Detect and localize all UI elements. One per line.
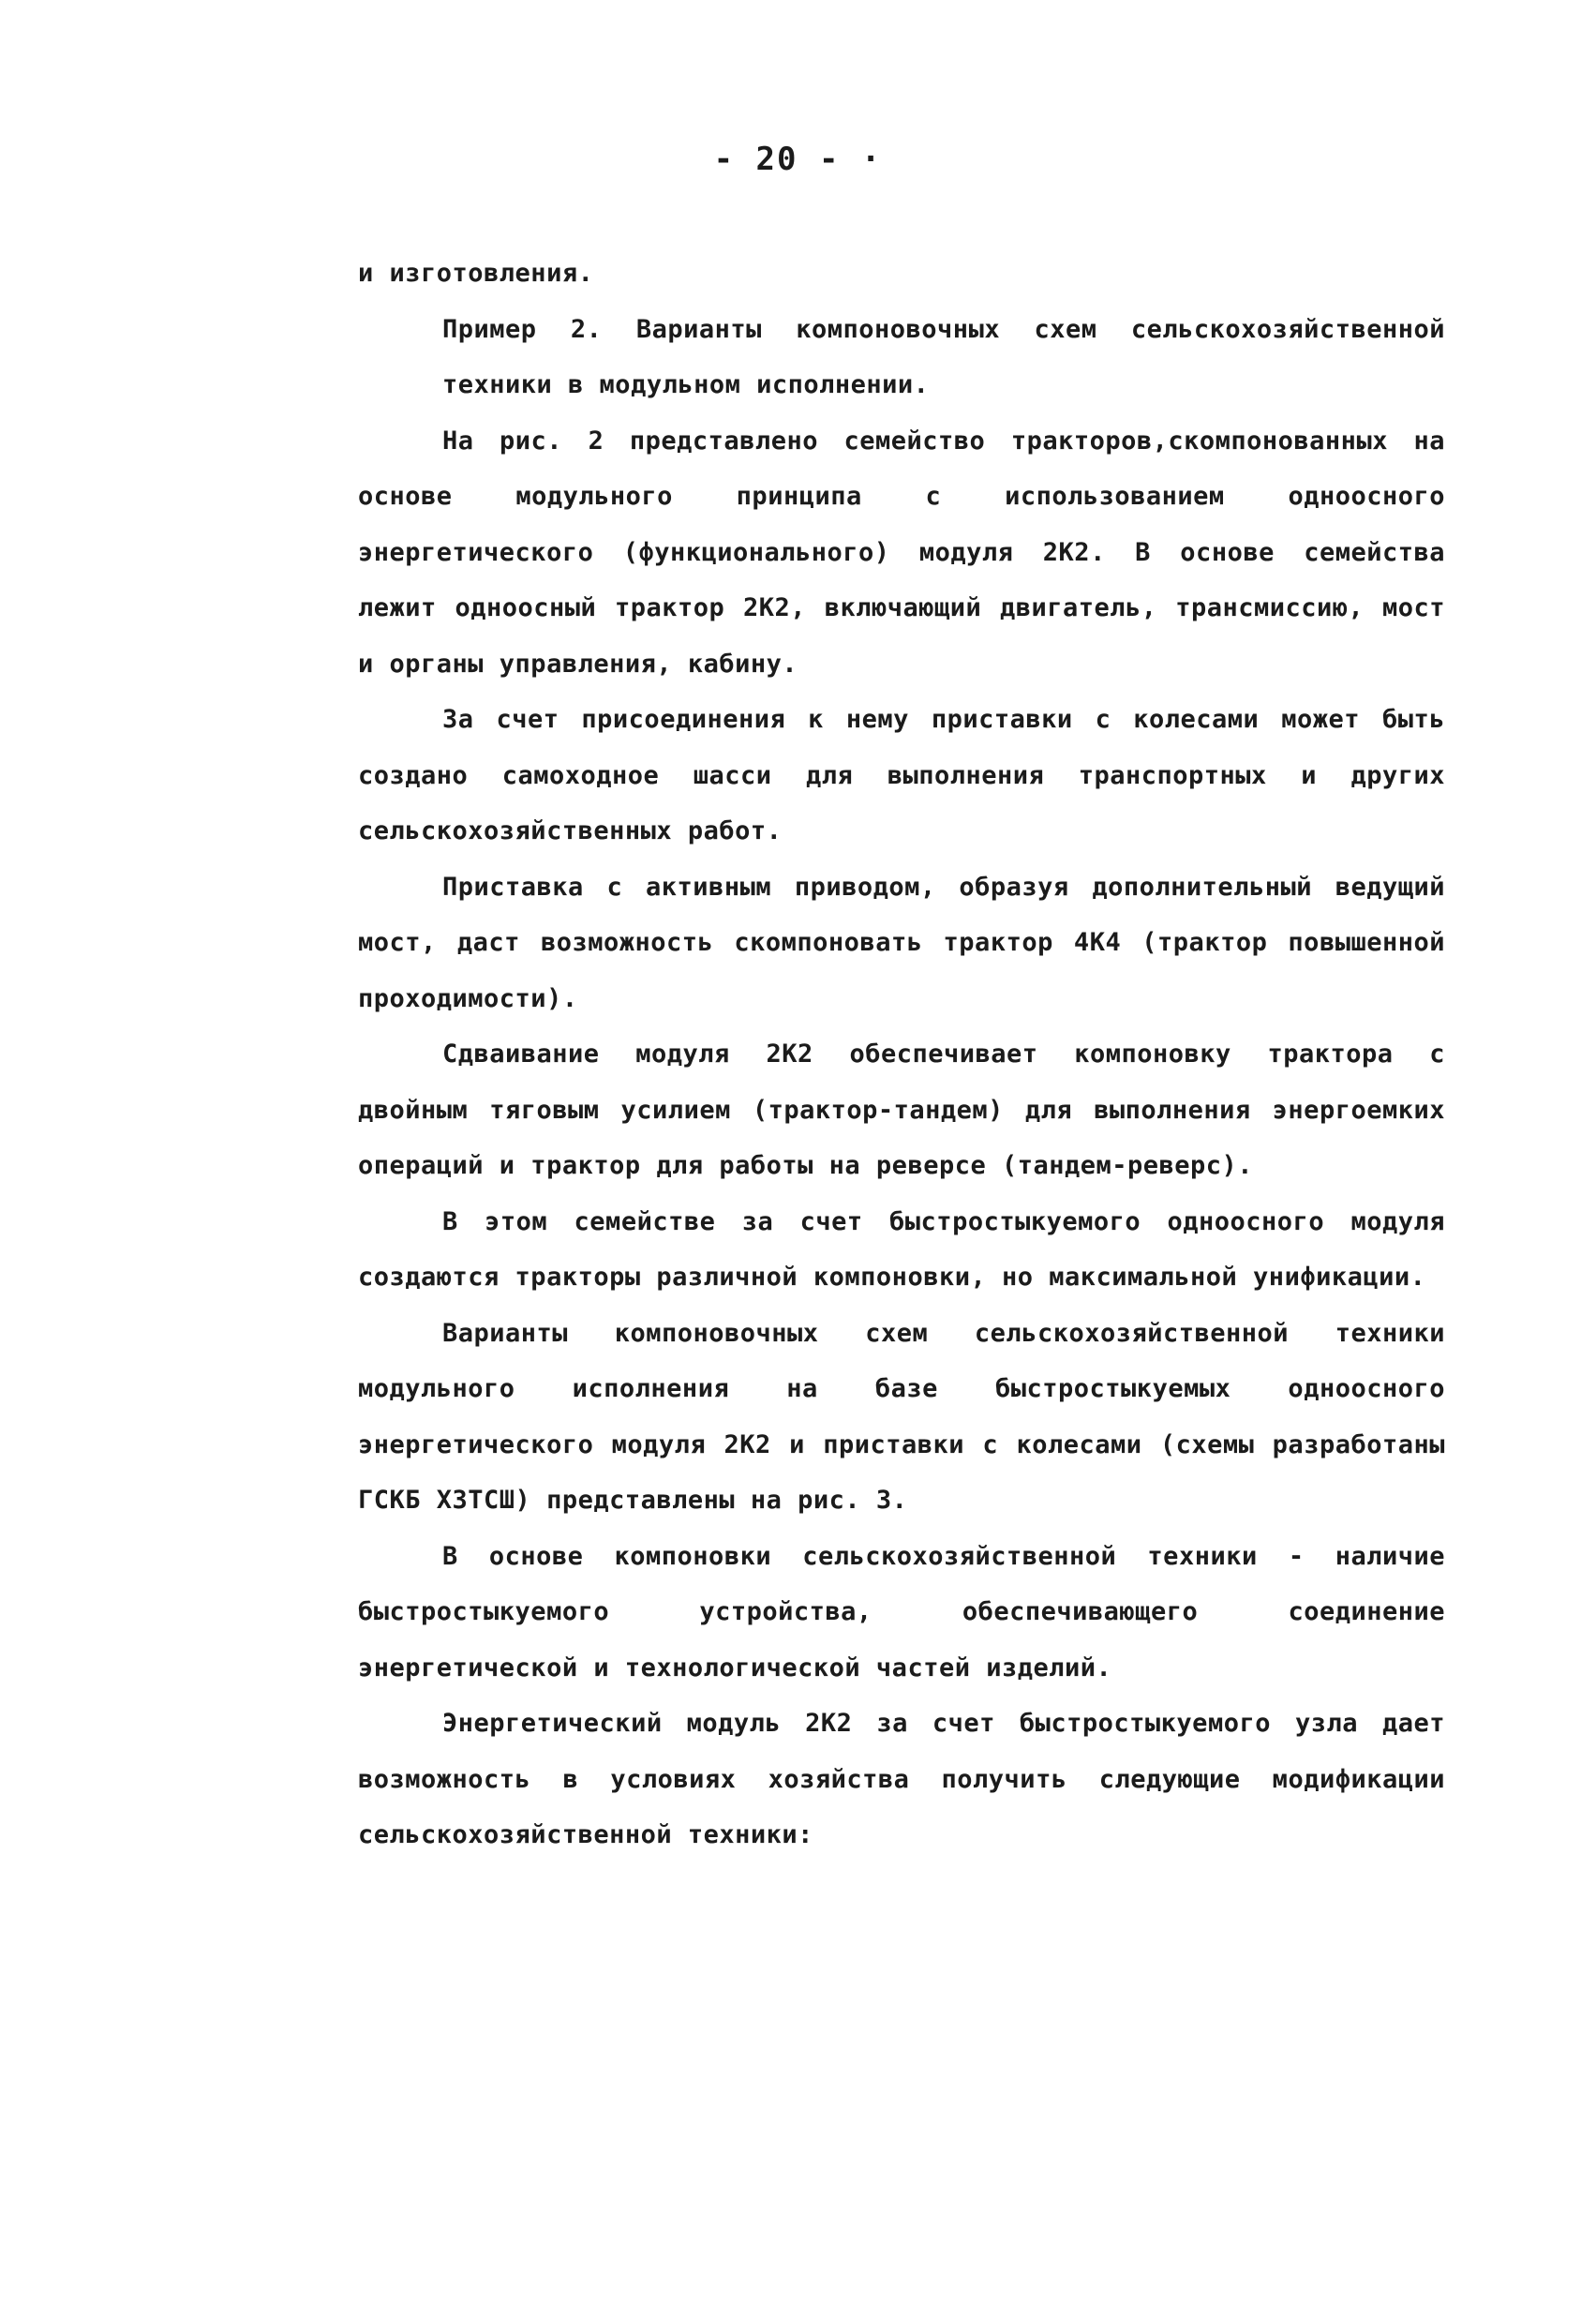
paragraph-1: На рис. 2 представлено семейство тракторов,скомпонованных на основе модульного принципа с использованием одноосного энергетического (функционального) модуля 2К2. В основе семейства лежит одноосный трактор 2К2, включающий двигатель, трансмиссию, мост и органы управления, кабину. bbox=[358, 426, 1445, 679]
paragraph-3: Приставка с активным приводом, образуя дополнительный ведущий мост, даст возможность скомпоновать трактор 4К4 (трактор повышенной проходимости). bbox=[358, 872, 1445, 1013]
example-title: Варианты компоновочных схем сельскохозяйственной техники в модульном исполнении. bbox=[442, 314, 1445, 399]
paragraph-5: В этом семействе за счет быстростыкуемого одноосного модуля создаются тракторы различной компоновки, но максимальной унификации. bbox=[358, 1206, 1445, 1292]
example-heading bbox=[358, 302, 1445, 413]
paragraph-4: Сдваивание модуля 2К2 обеспечивает компоновку трактора с двойным тяговым усилием (трактор-тандем) для выполнения энергоемких операций и трактор для работы на реверсе (тандем-реверс). bbox=[358, 1039, 1445, 1180]
continuation-line: и изготовления. bbox=[358, 259, 594, 288]
paragraph-2: За счет присоединения к нему приставки с колесами может быть создано самоходное шасси для выполнения транспортных и других сельскохозяйственных работ. bbox=[358, 705, 1445, 845]
paragraph-7: В основе компоновки сельскохозяйственной техники - наличие быстростыкуемого устройства, обеспечивающего соединение энергетической и технологической частей изделий. bbox=[358, 1541, 1445, 1682]
body-text bbox=[358, 246, 1445, 1863]
paragraph-8: Энергетический модуль 2К2 за счет быстростыкуемого узла дает возможность в условиях хозяйства получить следующие модификации сельскохозяйственной техники: bbox=[358, 1709, 1445, 1849]
example-label: Пример 2. bbox=[442, 314, 603, 344]
paragraph-6: Варианты компоновочных схем сельскохозяйственной техники модульного исполнения на базе быстростыкуемых одноосного энергетического модуля 2К2 и приставки с колесами (схемы разработаны ГСКБ ХЗТСШ) представлены на рис. 3. bbox=[358, 1318, 1445, 1515]
page-number: - 20 - · bbox=[713, 141, 883, 178]
